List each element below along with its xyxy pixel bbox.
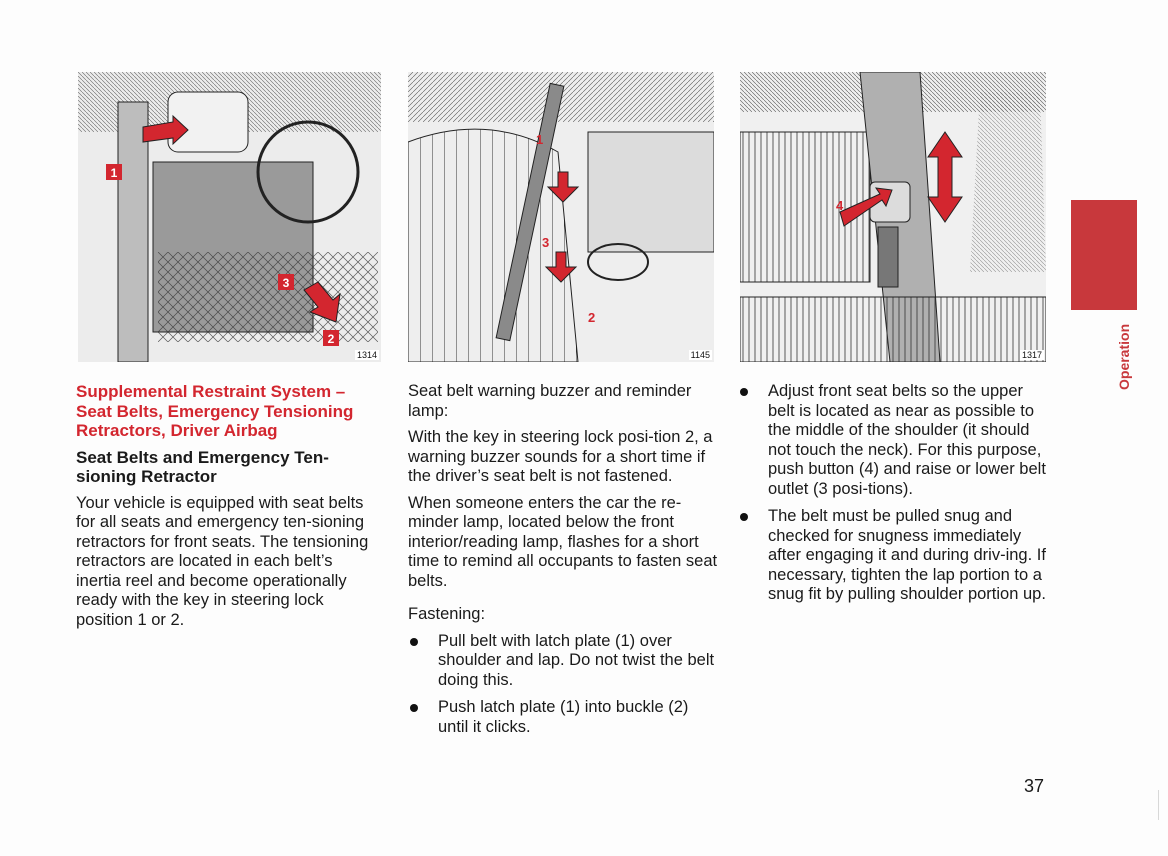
margin-rule [1158, 790, 1159, 820]
figure-1-label-1: 1 [110, 166, 118, 180]
page-number: 37 [1024, 776, 1045, 796]
column-1 [76, 382, 376, 637]
bullet-icon [740, 513, 748, 521]
list-item [738, 382, 1048, 499]
column-3 [738, 382, 1048, 613]
figure-belt-outlet [740, 72, 1046, 362]
list-item-text: Pull belt with latch plate (1) over shoulder and lap. Do not twist the belt doing this. [438, 631, 715, 689]
list-item-text: Push latch plate (1) into buckle (2) until it clicks. [438, 698, 689, 736]
section-tab [1071, 200, 1137, 310]
list-item [408, 698, 718, 737]
adjustment-steps [738, 382, 1048, 605]
subsection-heading: Seat Belts and Emergency Ten-sioning Retractor [76, 447, 329, 486]
list-item [408, 632, 718, 691]
section-label-operation: Operation [1116, 323, 1132, 390]
figure-2-label-3: 3 [542, 235, 550, 250]
buzzer-heading: Seat belt warning buzzer and reminder lamp: [408, 382, 692, 420]
figure-1-illustration [78, 72, 381, 362]
figure-1-label-2: 2 [327, 332, 335, 346]
figure-1-label-3: 3 [282, 276, 290, 290]
figure-2-label-1: 1 [536, 132, 544, 147]
column-2 [408, 382, 718, 745]
bullet-icon [740, 388, 748, 396]
figure-2-number: 1145 [690, 350, 710, 360]
reminder-lamp-paragraph: When someone enters the car the re-minder lamp, located below the front interior/reading lamp, flashes for a short time to remind all occupants to fasten seat belts. [408, 493, 718, 590]
figure-2-illustration [408, 72, 714, 362]
list-item-text: The belt must be pulled snug and checked for snugness immediately after engaging it and during driv-ing. If necessary, tighten the lap portion to a snug fit by pulling shoulder portion up. [768, 507, 1046, 603]
intro-paragraph: Your vehicle is equipped with seat belts for all seats and emergency ten-sioning retractors for front seats. The tensioning retractors are located in each belt’s inertia reel and become operationally ready with the key in steering lock position 1 or 2. [76, 493, 369, 629]
list-item-text: Adjust front seat belts so the upper belt is located as near as possible to the middle of the shoulder (it should not touch the neck). For this purpose, push button (4) and raise or lower belt outlet (3 posi-tions). [768, 382, 1046, 498]
figure-3-number: 1317 [1021, 350, 1042, 360]
figure-2-label-2: 2 [588, 310, 596, 325]
figure-1-number: 1314 [356, 350, 377, 360]
section-heading: Supplemental Restraint System – Seat Belts, Emergency Tensioning Retractors, Driver Airbag [76, 382, 354, 440]
figure-seat-belt-rear [408, 72, 714, 362]
fastening-steps [408, 632, 718, 738]
figure-3-illustration [740, 72, 1046, 362]
figure-3-label-4: 4 [836, 198, 844, 213]
figure-seat-belt-front [78, 72, 381, 362]
fastening-heading: Fastening: [408, 605, 486, 623]
bullet-icon [410, 704, 418, 712]
buzzer-paragraph: With the key in steering lock posi-tion 2, a warning buzzer sounds for a short time if the driver’s seat belt is not fastened. [408, 428, 713, 485]
list-item [738, 507, 1048, 605]
bullet-icon [410, 638, 418, 646]
